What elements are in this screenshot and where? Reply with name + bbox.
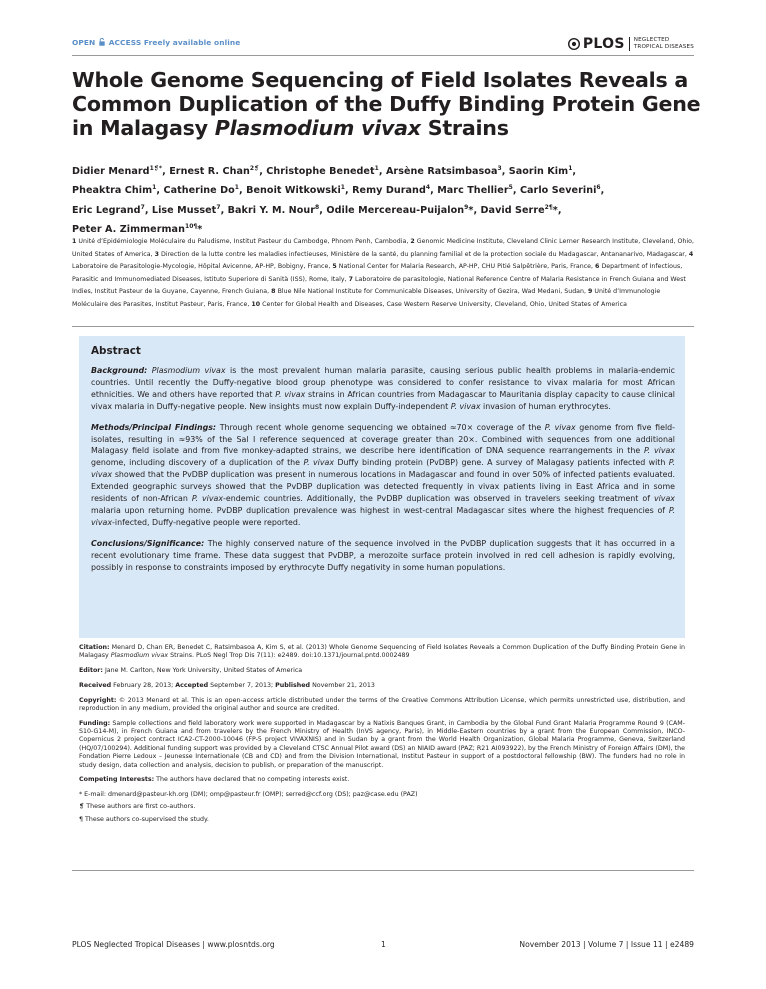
author-name: Bakri Y. M. Nour	[227, 204, 316, 216]
author-name: Didier Menard	[72, 166, 150, 177]
author-name: Ernest R. Chan	[169, 166, 250, 177]
author-affiliation-marker: 4	[425, 184, 431, 192]
author-affiliation-marker: 1❡*	[149, 165, 163, 172]
accepted-date: September 7, 2013;	[208, 681, 276, 689]
page-header	[72, 34, 694, 54]
dates	[79, 682, 685, 690]
species-name: vivax	[653, 494, 675, 504]
author-name: Odile Mercereau-Puijalon	[326, 204, 465, 216]
open-label: OPEN	[72, 38, 96, 47]
author-name: Eric Legrand	[72, 204, 141, 216]
editor-text: Jane M. Carlton, New York University, United States of America	[102, 667, 303, 675]
author	[72, 166, 169, 177]
journal-subtitle-line2: TROPICAL DISEASES	[633, 44, 694, 50]
title-line-1: Whole Genome Sequencing of Field Isolates Reveals a	[72, 68, 689, 92]
funding-text: Sample collections and field laboratory work were supported in Madagascar by a Natixis Banques Grant, in Cambodia by the Global Fund Grant Malaria Programme Round 9 (CAM-S10-G14-M), in French Guiana and from travelers by the French Ministry of Health (InVS agency, Paris), in Middle-Eastern countries by a grant from the European Commission, INCO-Copernicus 2 project contract ICA2-CT-2000-10046 (FP-5 project VIVAXNIS) and in Sudan by a grant from the World Health Organization, Global Malaria Programme, Geneva, Switzerland (HQ/07/100294). Additional funding support was provided by a Cleveland CTSC Annual Pilot award (DS) an NIAID award (PAZ; R21 AI093922), by the French Ministry of Foreign Affairs (DM), the Fondation Pierre Ledoux – Jeunesse Internationale (CB and CD) and from the Division International, Institut Pasteur in support of a postdoctoral fellowship (BW). The funders had no role in study design, data collection and analysis, decision to publish, or preparation of the manuscript.	[79, 719, 685, 769]
affiliations	[72, 236, 694, 311]
author	[72, 224, 202, 235]
author-affiliation-marker: 1	[340, 184, 346, 192]
author	[437, 185, 520, 196]
author	[246, 185, 352, 196]
author	[72, 185, 164, 196]
conclusions-label: Conclusions/Significance:	[91, 538, 205, 548]
author-separator: ,	[345, 185, 353, 197]
affiliation-text: Department of Infectious, Parasitic and Immunomediated Diseases, Istituto Superiore di Sanità (ISS), Rome, Italy,	[72, 263, 683, 283]
author-separator: ,	[319, 204, 327, 216]
species-name: P. vivax	[450, 401, 481, 411]
title-line-3-end: Strains	[420, 116, 509, 141]
correspondence-email: * E-mail: dmenard@pasteur-kh.org (DM); omp@pasteur.fr (OMP); serred@ccf.org (DS); paz@case.edu (PAZ)	[79, 791, 418, 799]
affiliation-number: 4	[688, 250, 694, 258]
citation-text: Strains. PLoS Negl Trop Dis 7(11): e2489. doi:10.1371/journal.pntd.0002489	[168, 652, 410, 660]
author-affiliation-marker: 7	[140, 203, 145, 211]
journal-subtitle	[634, 37, 694, 50]
methods-label: Methods/Principal Findings:	[91, 422, 217, 432]
published-date: November 21, 2013	[310, 681, 375, 689]
title-species: Plasmodium vivax	[214, 116, 421, 141]
author-affiliation-marker: 2❡	[249, 165, 260, 172]
author-affiliation-marker: 10¶	[184, 222, 198, 230]
citation	[79, 644, 685, 661]
abstract-heading: Abstract	[91, 345, 141, 357]
author-list	[72, 162, 702, 239]
author-name: Peter A. Zimmerman	[72, 223, 185, 235]
published-label: Published	[275, 681, 311, 689]
author-affiliation-marker: 2¶	[544, 203, 553, 211]
author-separator: ,	[239, 185, 247, 197]
author	[72, 205, 152, 216]
copyright	[79, 697, 685, 714]
page-number: 1	[381, 940, 386, 949]
author-separator: *	[197, 223, 203, 235]
author	[386, 166, 509, 177]
abstract-text: is the most prevalent human malaria parasite, causing serious public health problems in malaria-endemic countries. Until recently the Duffy-negative blood group phenotype was considered to confer resistance to vivax malaria for most African ethnicities. We and others have reported that	[91, 366, 675, 399]
author-name: Christophe Benedet	[266, 166, 375, 177]
author-affiliation-marker: 3	[497, 165, 502, 172]
title-line-2: Common Duplication of the Duffy Binding Protein Gene	[72, 92, 701, 117]
journal-subtitle-line1: NEGLECTED	[633, 37, 670, 44]
species-name: P. vivax	[191, 494, 224, 504]
affiliation-text: Blue Nile National Institute for Communicable Diseases, University of Gezira, Wad Medani, Sudan,	[277, 288, 589, 295]
open-access-badge	[72, 38, 240, 47]
affiliation-text: Laboratoire de Parasitologie-Mycologie, Hôpital Avicenne, AP-HP, Bobigny, France,	[72, 263, 333, 270]
author-separator: *,	[552, 204, 562, 216]
footer-journal: PLOS Neglected Tropical Diseases | www.plosntds.org	[72, 940, 275, 949]
author	[509, 166, 576, 177]
plos-logo-icon	[568, 38, 580, 50]
author-name: Catherine Do	[163, 185, 235, 197]
affiliation-text: Center for Global Health and Diseases, Case Western Reserve University, Cleveland, Ohio, United States of America	[262, 300, 627, 308]
editor-label: Editor:	[79, 667, 103, 675]
footnote-rule	[72, 870, 694, 871]
author-separator: ,	[378, 166, 386, 177]
abstract-text: -endemic countries. Additionally, the PvDBP duplication was observed in travelers seeking treatment of	[223, 494, 654, 504]
abstract-conclusions	[91, 538, 675, 574]
abstract-background	[91, 365, 675, 413]
editor	[79, 667, 685, 675]
affiliation-number: 10	[251, 300, 261, 308]
access-label: ACCESS Freely available online	[108, 38, 241, 47]
abstract-methods	[91, 422, 675, 529]
author-affiliation-marker: 1	[374, 165, 379, 172]
plos-wordmark: PLOS	[582, 36, 625, 52]
title-line-3: in Malagasy	[72, 116, 215, 141]
abstract-text: Through recent whole genome sequencing we obtained ≈70× coverage of the	[216, 422, 545, 432]
affiliation-text: Laboratoire de parasitologie, National Reference Centre of Malaria Resistance in French Guiana and West Indies, Institut Pasteur de la Guyane, Cayenne, French Guiana,	[72, 275, 686, 295]
author-separator: *,	[468, 204, 481, 216]
author	[228, 205, 327, 216]
species-name: P. vivax	[303, 458, 335, 468]
author-separator: ,	[501, 166, 509, 177]
competing-text: The authors have declared that no competing interests exist.	[154, 776, 350, 784]
author	[352, 185, 437, 196]
author	[326, 205, 480, 216]
abstract-text: showed that the PvDBP duplication was present in numerous locations in Madagascar and found in over 50% of infected patients evaluated. Extended geographic surveys showed that the PvDBP duplication was detected frequently in vivax patients living in East Africa and in some residents of non-African	[91, 470, 675, 504]
species-name: P. vivax	[91, 458, 675, 480]
open-lock-icon	[99, 38, 105, 46]
affiliation-number: 5	[332, 263, 337, 270]
logo-divider	[629, 37, 630, 51]
author-name: Pheaktra Chim	[72, 185, 153, 197]
affiliation-number: 1	[72, 238, 77, 245]
author-affiliation-marker: 6	[596, 184, 601, 192]
species-name: P. vivax	[544, 422, 576, 432]
funding-label: Funding:	[79, 719, 111, 727]
article-metadata	[79, 644, 685, 828]
citation-label: Citation:	[79, 644, 110, 651]
accepted-label: Accepted	[175, 681, 209, 689]
abstract-text: Duffy binding protein (PvDBP) gene. A survey of Malagasy patients infected with	[334, 458, 669, 468]
affiliation-number: 7	[348, 275, 353, 283]
article-title	[72, 68, 712, 141]
affiliation-text: Unité d’Epidémiologie Moléculaire du Paludisme, Institut Pasteur du Cambodge, Phnom Penh, Cambodia,	[78, 238, 411, 245]
affiliation-number: 9	[588, 288, 593, 295]
author	[481, 205, 562, 216]
author	[266, 166, 386, 177]
author-affiliation-marker: 1	[152, 184, 157, 192]
author-affiliation-marker: 8	[315, 203, 320, 211]
competing-interests	[79, 776, 685, 784]
received-label: Received	[79, 681, 112, 689]
author	[152, 205, 228, 216]
species-name: P. vivax	[644, 446, 675, 456]
header-rule	[72, 55, 694, 56]
author-name: Marc Thellier	[437, 185, 509, 197]
funding	[79, 720, 685, 770]
abstract-box	[79, 336, 685, 638]
author-name: Arsène Ratsimbasoa	[385, 166, 498, 177]
species-name: Plasmodium vivax	[151, 366, 226, 375]
affiliation-text: Genomic Medicine Institute, Cleveland Clinic Lerner Research Institute, Cleveland, Ohio, United States of America,	[72, 238, 695, 258]
citation-text: Menard D, Chan ER, Benedet C, Ratsimbasoa A, Kim S, et al. (2013) Whole Genome Sequencing of Field Isolates Reveals a Common Duplication of the Duffy Binding Protein Gene in Malagasy	[79, 644, 685, 660]
author-name: Benoit Witkowski	[246, 185, 341, 197]
abstract-text: genome from five field-isolates, resulting in ≈93% of the Sal I reference sequenced at coverage greater than 20×. Combined with sequences from one additional Malagasy field isolate and from five monkey-adapted strains, we describe here identification of DNA sequence rearrangements in the	[91, 422, 676, 456]
author-name: Remy Durand	[352, 185, 426, 197]
co-first-note: ❡ These authors are first co-authors.	[79, 803, 196, 811]
abstract-text: -infected, Duffy-negative people were reported.	[112, 517, 301, 527]
copyright-text: © 2013 Menard et al. This is an open-access article distributed under the terms of the Creative Commons Attribution License, which permits unrestricted use, distribution, and reproduction in any medium, provided the original author and source are credited.	[79, 696, 685, 712]
author-separator: ,	[572, 166, 577, 177]
copyright-label: Copyright:	[79, 696, 117, 704]
species-name: Plasmodium vivax	[110, 652, 169, 660]
affiliation-text: Unité d’Immunologie Moléculaire des Parasites, Institut Pasteur, Paris, France,	[72, 288, 661, 308]
author-affiliation-marker: 9	[464, 203, 469, 211]
author-separator: ,	[156, 185, 164, 197]
author-separator: ,	[600, 185, 605, 197]
author-affiliation-marker: 5	[508, 184, 513, 192]
author-name: Lise Musset	[151, 204, 217, 216]
affiliation-text: National Center for Malaria Research, AP-HP, CHU Pitié Salpêtrière, Paris, France,	[338, 263, 596, 270]
author-affiliation-marker: 1	[234, 184, 240, 192]
background-label: Background:	[91, 366, 148, 375]
author-name: Carlo Severini	[519, 185, 597, 197]
author-separator: ,	[512, 185, 520, 197]
author	[520, 185, 604, 196]
abstract-text: genome, including discovery of a duplication of the	[91, 458, 304, 468]
author-separator: ,	[430, 185, 438, 197]
author-name: Saorin Kim	[508, 166, 569, 177]
author	[169, 166, 266, 177]
received-date: February 28, 2013;	[111, 681, 176, 689]
affiliation-text: Direction de la lutte contre les maladies infectieuses, Ministère de la santé, du planning familial et de la protection sociale du Madagascar, Antananarivo, Madagascar,	[160, 250, 689, 258]
affiliation-number: 2	[410, 238, 415, 245]
author-affiliation-marker: 7	[216, 203, 221, 211]
affiliation-number: 8	[271, 288, 276, 295]
co-supervised-note: ¶ These authors co-supervised the study.	[79, 815, 209, 823]
affiliation-number: 3	[154, 250, 159, 258]
species-name: P. vivax	[91, 505, 675, 527]
section-rule	[72, 326, 694, 327]
author-name: David Serre	[480, 204, 545, 216]
abstract-text: strains in African countries from Madagascar to Mauritania display capacity to cause clinical vivax malaria in Duffy-negative people. New insights must now explain Duffy-independent	[91, 389, 675, 411]
abstract-text: invasion of human erythrocytes.	[480, 401, 611, 411]
affiliation-number: 6	[595, 263, 600, 270]
author-separator: ,	[144, 204, 152, 216]
abstract-text: malaria upon returning home. PvDBP duplication prevalence was highest in west-central Madagascar sites where the highest frequencies of	[91, 505, 669, 515]
species-name: P. vivax	[275, 389, 306, 399]
journal-logo	[568, 34, 694, 54]
author-separator: ,	[259, 166, 267, 177]
author-separator: ,	[220, 204, 228, 216]
author-separator: ,	[162, 166, 170, 177]
author	[164, 185, 247, 196]
competing-label: Competing Interests:	[79, 776, 155, 784]
abstract-text: The highly conserved nature of the sequence involved in the PvDBP duplication suggests that it has occurred in a recent evolutionary time frame. These data suggest that PvDBP, a merozoite surface protein involved in red cell adhesion is rapidly evolving, possibly in response to constraints imposed by erythrocyte Duffy negativity in some human populations.	[91, 538, 675, 572]
footer-issue: November 2013 | Volume 7 | Issue 11 | e2489	[519, 940, 694, 949]
author-affiliation-marker: 1	[568, 165, 573, 172]
